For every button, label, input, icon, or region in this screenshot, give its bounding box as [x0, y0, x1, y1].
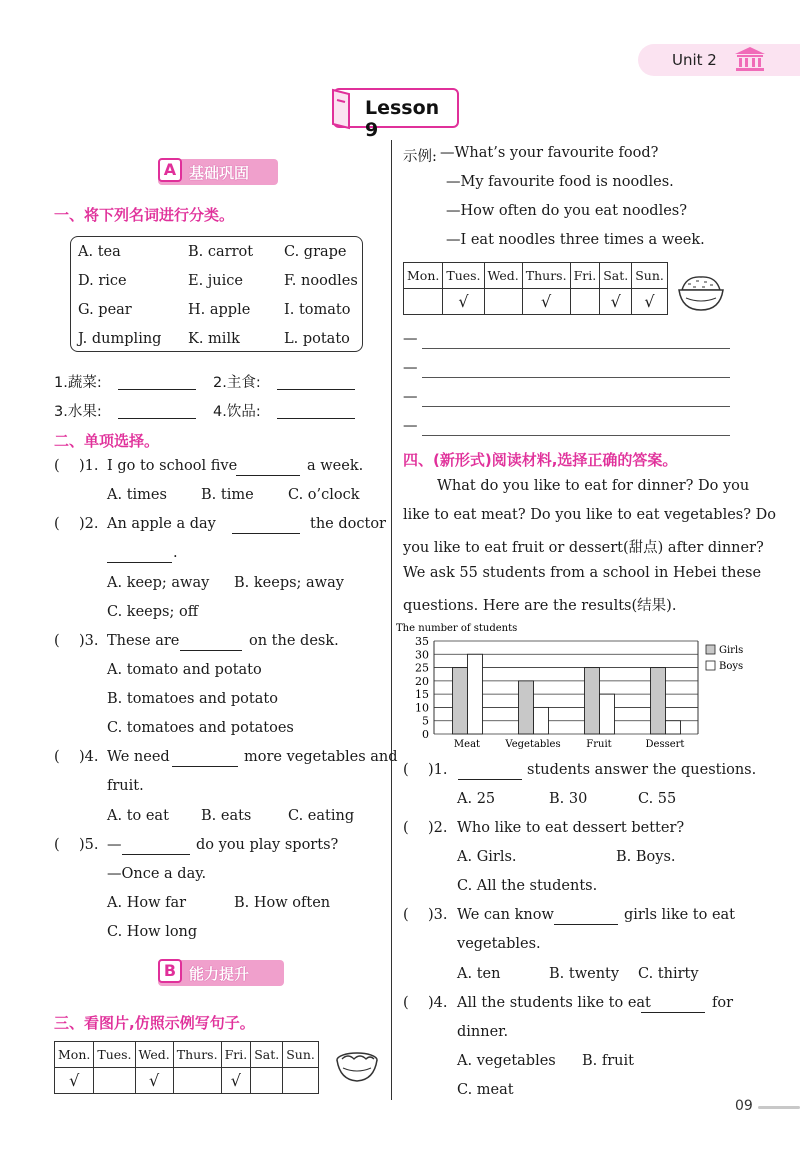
y-tick-label: 30: [415, 648, 429, 662]
day-header: Sat.: [251, 1042, 283, 1068]
option[interactable]: B. How often: [234, 895, 331, 911]
section-a-title: 基础巩固: [189, 164, 250, 182]
question-number: )1.: [79, 458, 99, 474]
y-tick-label: 20: [415, 674, 429, 688]
day-header: Wed.: [484, 263, 522, 289]
check-cell: √: [522, 289, 570, 315]
bar-chart: [396, 620, 748, 752]
column-divider: [391, 140, 392, 1100]
question-text: An apple a day: [107, 516, 216, 532]
question-text: a week.: [307, 458, 364, 474]
option[interactable]: B. fruit: [582, 1053, 634, 1069]
question-text: .: [173, 545, 178, 561]
option[interactable]: A. times: [107, 487, 167, 503]
question-text: We can know: [457, 907, 554, 923]
option[interactable]: C. How long: [107, 924, 198, 940]
word-item: H. apple: [188, 302, 251, 318]
answer-paren-open: (: [54, 837, 60, 853]
legend-swatch: [706, 661, 715, 670]
fill-blank[interactable]: [180, 650, 242, 651]
option[interactable]: A. keep; away: [107, 575, 210, 591]
question-text: on the desk.: [249, 633, 339, 649]
option[interactable]: C. 55: [638, 791, 677, 807]
answer-paren-open: (: [54, 633, 60, 649]
question-text: I go to school five: [107, 458, 238, 474]
fill-blank[interactable]: [236, 475, 300, 476]
word-item: K. milk: [188, 331, 240, 347]
option[interactable]: C. tomatoes and potatoes: [107, 720, 294, 736]
category-label: 2.主食:: [213, 375, 261, 391]
y-tick-label: 10: [415, 701, 429, 715]
day-header: Tues.: [443, 263, 484, 289]
y-tick-label: 0: [422, 728, 429, 741]
answer-paren-open: (: [403, 820, 409, 836]
check-cell: [173, 1068, 221, 1094]
question-text: These are: [107, 633, 180, 649]
bar-boys-dessert: [666, 721, 681, 734]
x-tick-label: Meat: [453, 739, 481, 750]
noodle-bowl-icon: [334, 1044, 380, 1084]
day-header: Wed.: [135, 1042, 173, 1068]
passage-line: questions. Here are the results(结果).: [403, 598, 677, 614]
question-number: )1.: [428, 762, 448, 778]
day-header: Fri.: [221, 1042, 251, 1068]
check-cell: [570, 289, 600, 315]
option[interactable]: A. ten: [457, 966, 501, 982]
passage-line: What do you like to eat for dinner? Do you: [437, 478, 750, 494]
option[interactable]: B. 30: [549, 791, 588, 807]
day-header: Mon.: [55, 1042, 94, 1068]
section-a-letter: A: [158, 158, 182, 182]
option[interactable]: A. 25: [457, 791, 496, 807]
question-text: students answer the questions.: [527, 762, 757, 778]
category-blank[interactable]: [118, 389, 196, 390]
check-cell: √: [221, 1068, 251, 1094]
answer-dash: —: [403, 331, 418, 347]
answer-dash: —: [403, 418, 418, 434]
fill-blank[interactable]: [122, 854, 190, 855]
day-header: Sun.: [283, 1042, 319, 1068]
question-text: more vegetables and: [244, 749, 398, 765]
option[interactable]: A. to eat: [107, 808, 169, 824]
option[interactable]: C. eating: [288, 808, 355, 824]
rice-bowl-icon: [676, 272, 726, 314]
day-header: Thurs.: [522, 263, 570, 289]
check-cell: √: [135, 1068, 173, 1094]
legend-label: Boys: [719, 661, 744, 672]
word-item: L. potato: [284, 331, 350, 347]
building-icon: [733, 45, 767, 73]
unit-label: Unit 2: [672, 51, 717, 69]
question-number: )2.: [79, 516, 99, 532]
day-header: Tues.: [94, 1042, 135, 1068]
category-blank[interactable]: [277, 389, 355, 390]
check-cell: √: [632, 289, 668, 315]
question-number: )3.: [79, 633, 99, 649]
check-cell: √: [600, 289, 632, 315]
q4-title: 四、(新形式)阅读材料,选择正确的答案。: [403, 451, 678, 469]
fill-blank[interactable]: [232, 533, 300, 534]
answer-line[interactable]: [422, 406, 730, 407]
question-text: fruit.: [107, 778, 144, 794]
x-tick-label: Vegetables: [505, 739, 561, 750]
category-label: 4.饮品:: [213, 404, 261, 420]
day-header-row: [404, 263, 668, 289]
check-cell: [404, 289, 443, 315]
example-line: —How often do you eat noodles?: [446, 203, 688, 219]
word-item: G. pear: [78, 302, 132, 318]
option[interactable]: B. Boys.: [616, 849, 676, 865]
example-week-table: [403, 262, 668, 315]
option[interactable]: C. meat: [457, 1082, 514, 1098]
example-line: —I eat noodles three times a week.: [446, 232, 705, 248]
bar-boys-fruit: [600, 694, 615, 734]
page-number: 09: [735, 1098, 753, 1114]
q1-title: 一、将下列名词进行分类。: [54, 206, 235, 224]
question-text: We need: [107, 749, 170, 765]
word-item: B. carrot: [188, 244, 254, 260]
fill-blank[interactable]: [641, 1012, 705, 1013]
day-header-row: [55, 1042, 319, 1068]
option[interactable]: B. eats: [201, 808, 252, 824]
answer-paren-open: (: [403, 907, 409, 923]
option[interactable]: B. twenty: [549, 966, 620, 982]
fill-blank[interactable]: [172, 766, 238, 767]
question-number: )3.: [428, 907, 448, 923]
question-text: do you play sports?: [196, 837, 339, 853]
answer-line[interactable]: [422, 377, 730, 378]
question-text: the doctor: [310, 516, 386, 532]
option[interactable]: B. tomatoes and potato: [107, 691, 278, 707]
day-header: Thurs.: [173, 1042, 221, 1068]
word-item: C. grape: [284, 244, 347, 260]
q2-title: 二、单项选择。: [54, 432, 160, 450]
word-item: F. noodles: [284, 273, 358, 289]
question-text: All the students like to eat: [457, 995, 651, 1011]
word-item: E. juice: [188, 273, 243, 289]
example-line: —My favourite food is noodles.: [446, 174, 674, 190]
lesson-title: Lesson 9: [365, 97, 440, 141]
question-number: )2.: [428, 820, 448, 836]
check-cell: [484, 289, 522, 315]
day-header: Mon.: [404, 263, 443, 289]
check-cell: √: [55, 1068, 94, 1094]
question-text: girls like to eat: [624, 907, 736, 923]
chart-title: The number of students: [396, 623, 518, 634]
word-item: A. tea: [78, 244, 121, 260]
footer-dots: [758, 1106, 800, 1109]
check-cell: [251, 1068, 283, 1094]
fill-blank[interactable]: [107, 562, 172, 563]
day-header: Sun.: [632, 263, 668, 289]
question-text: dinner.: [457, 1024, 509, 1040]
task-week-table: [54, 1041, 319, 1094]
task-check-row: [55, 1068, 319, 1094]
question-text: —Once a day.: [107, 866, 207, 882]
answer-dash: —: [403, 360, 418, 376]
question-text: vegetables.: [457, 936, 541, 952]
answer-paren-open: (: [54, 458, 60, 474]
legend-label: Girls: [719, 645, 744, 656]
check-cell: [94, 1068, 135, 1094]
option[interactable]: C. thirty: [638, 966, 699, 982]
x-tick-label: Fruit: [586, 739, 612, 750]
bar-boys-vegetables: [534, 707, 549, 734]
passage-line: like to eat meat? Do you like to eat vegetables? Do: [403, 507, 776, 523]
bar-boys-meat: [468, 654, 483, 734]
bar-girls-meat: [453, 668, 468, 734]
question-text: Who like to eat dessert better?: [457, 820, 685, 836]
question-number: )5.: [79, 837, 99, 853]
bar-girls-vegetables: [519, 681, 534, 734]
answer-line[interactable]: [422, 435, 730, 436]
y-tick-label: 5: [422, 714, 429, 728]
check-cell: [283, 1068, 319, 1094]
option[interactable]: A. tomato and potato: [107, 662, 262, 678]
q3-title: 三、看图片,仿照示例写句子。: [54, 1014, 255, 1032]
section-b-letter: B: [158, 959, 182, 983]
day-header: Sat.: [600, 263, 632, 289]
option[interactable]: C. keeps; off: [107, 604, 198, 620]
option[interactable]: C. All the students.: [457, 878, 598, 894]
answer-paren-open: (: [403, 762, 409, 778]
category-blank[interactable]: [277, 418, 355, 419]
question-number: )4.: [428, 995, 448, 1011]
y-tick-label: 35: [415, 635, 429, 648]
unit-tab: [638, 44, 800, 76]
answer-paren-open: (: [403, 995, 409, 1011]
answer-paren-open: (: [54, 749, 60, 765]
day-header: Fri.: [570, 263, 600, 289]
bar-girls-fruit: [585, 668, 600, 734]
example-check-row: [404, 289, 668, 315]
fill-blank[interactable]: [458, 779, 522, 780]
example-label: 示例:: [403, 149, 437, 165]
option[interactable]: B. time: [201, 487, 254, 503]
category-blank[interactable]: [118, 418, 196, 419]
x-tick-label: Dessert: [645, 739, 685, 750]
legend-swatch: [706, 645, 715, 654]
book-icon: [327, 88, 353, 130]
question-text: —: [107, 837, 122, 853]
check-cell: √: [443, 289, 484, 315]
answer-dash: —: [403, 389, 418, 405]
question-number: )4.: [79, 749, 99, 765]
word-item: J. dumpling: [78, 331, 162, 347]
passage-line: you like to eat fruit or dessert(甜点) after dinner?: [403, 540, 764, 556]
answer-paren-open: (: [54, 516, 60, 532]
question-text: for: [712, 995, 734, 1011]
option[interactable]: B. keeps; away: [234, 575, 344, 591]
option[interactable]: A. How far: [107, 895, 187, 911]
word-item: I. tomato: [284, 302, 351, 318]
section-b-title: 能力提升: [189, 965, 250, 983]
category-label: 1.蔬菜:: [54, 375, 102, 391]
y-tick-label: 15: [415, 688, 429, 702]
fill-blank[interactable]: [554, 924, 618, 925]
option[interactable]: A. Girls.: [457, 849, 517, 865]
lesson-title-box: [333, 88, 459, 141]
option[interactable]: A. vegetables: [457, 1053, 556, 1069]
option[interactable]: C. o’clock: [288, 487, 360, 503]
passage-line: We ask 55 students from a school in Hebei these: [403, 565, 762, 581]
category-label: 3.水果:: [54, 404, 102, 420]
example-line: —What’s your favourite food?: [440, 145, 659, 161]
bar-girls-dessert: [651, 668, 666, 734]
answer-line[interactable]: [422, 348, 730, 349]
y-tick-label: 25: [415, 661, 429, 675]
word-item: D. rice: [78, 273, 127, 289]
